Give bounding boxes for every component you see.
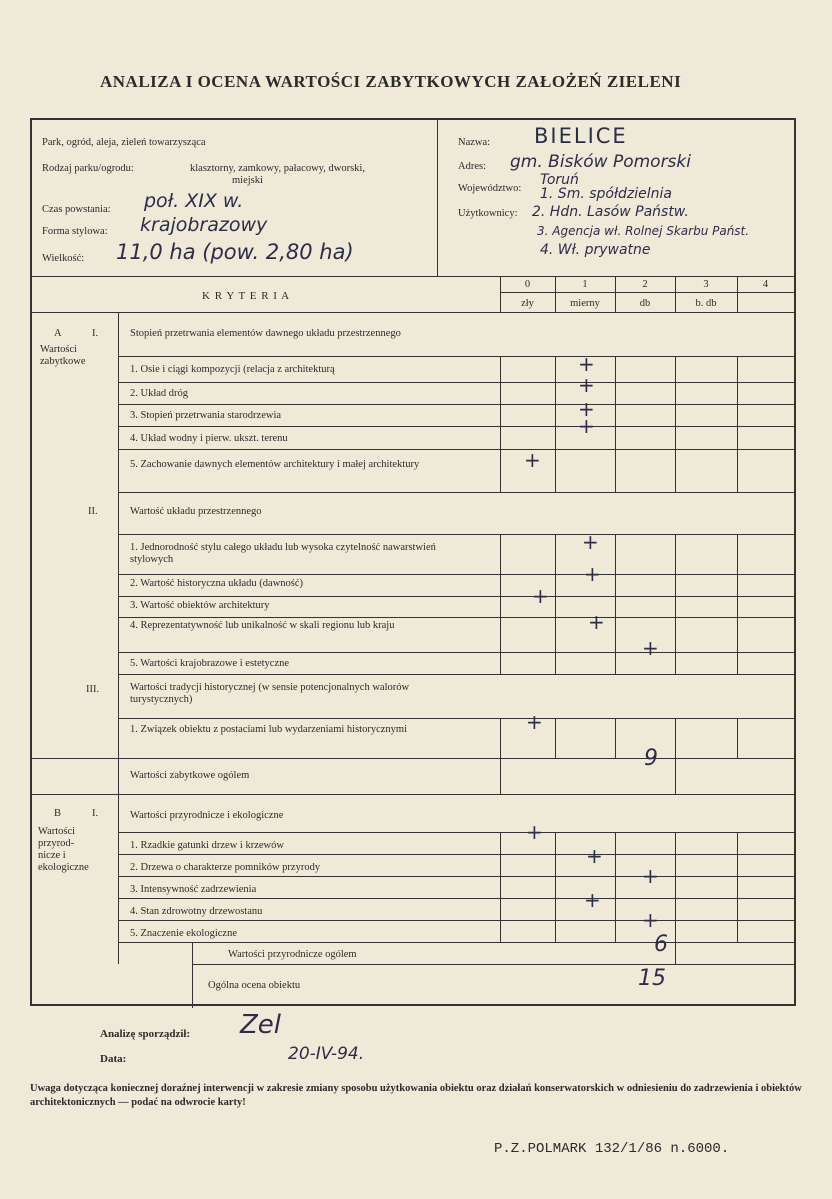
row-b1-4: 4. Stan zdrowotny drzewostanu (130, 906, 263, 917)
row-line (118, 492, 794, 493)
mark-b1-2: + (586, 844, 603, 868)
row-line (118, 617, 794, 618)
grid-line (737, 534, 738, 674)
criteria-sub-divider (500, 292, 794, 293)
grid-line (500, 718, 501, 794)
hw-date: 20-IV-94. (288, 1044, 365, 1064)
hw-user-4: 4. Wł. prywatne (540, 242, 651, 258)
row-b1-3: 3. Intensywność zadrzewienia (130, 884, 257, 895)
row-a3-1: 1. Związek obiektu z postaciami lub wydarzeniami historycznymi (130, 724, 407, 735)
row-line (118, 449, 794, 450)
hw-voivodeship: Toruń (540, 172, 579, 188)
section-b-letter: B (54, 808, 62, 819)
grid-line (615, 718, 616, 758)
section-b-name-1: Wartości (38, 826, 76, 837)
row-a-total: Wartości zabytkowe ogólem (130, 770, 250, 781)
row-line (118, 876, 794, 877)
score-col-line-1-top (555, 276, 556, 312)
mark-a2-1: + (582, 530, 599, 554)
signature: Zel (240, 1010, 282, 1040)
row-line (32, 758, 794, 759)
section-a-ii-roman: II. (88, 506, 98, 517)
row-b1-head: Wartości przyrodnicze i ekologiczne (130, 810, 284, 821)
row-a2-1: 1. Jednorodność stylu całego układu lub wysoka czytelność nawarstwień stylowych (130, 542, 436, 565)
grid-line (737, 356, 738, 492)
evaluation-form (30, 118, 796, 1006)
row-a1-4: 4. Układ wodny i pierw. ukszt. terenu (130, 433, 288, 444)
page-title: ANALIZA I OCENA WARTOŚCI ZABYTKOWYCH ZAŁOŻEŃ ZIELENI (100, 72, 682, 91)
kind-label: Rodzaj parku/ogrodu: (42, 163, 134, 174)
print-code: P.Z.POLMARK 132/1/86 n.6000. (494, 1141, 730, 1157)
mark-a1-5: + (524, 448, 541, 472)
size-label: Wielkość: (42, 253, 85, 264)
score-num-4: 4 (762, 279, 769, 290)
mark-a3-1: + (526, 710, 543, 734)
row-line (192, 964, 794, 965)
grid-line (737, 832, 738, 942)
score-col-line-4-top (737, 276, 738, 312)
grid-line (500, 534, 501, 674)
users-label: Użytkownicy: (458, 208, 518, 219)
name-label: Nazwa: (458, 137, 491, 148)
section-divider (32, 794, 794, 795)
section-b-roman: I. (92, 808, 99, 819)
score-name-2: db (639, 298, 651, 309)
grid-line (675, 718, 676, 794)
section-column-line (118, 312, 119, 964)
grand-total-left-line (192, 942, 193, 1008)
row-line (118, 832, 794, 833)
row-line (118, 652, 794, 653)
row-a2-3: 3. Wartość obiektów architektury (130, 600, 270, 611)
section-b-name-3: nicze i (38, 850, 66, 861)
grid-line (555, 534, 556, 674)
mark-a2-2: + (584, 562, 601, 586)
mark-a2-4: + (588, 610, 605, 634)
mark-a1-3: + (578, 397, 595, 421)
row-line (118, 674, 794, 675)
grid-line (500, 356, 501, 492)
score-col-line-0-top (500, 276, 501, 312)
date-label: Data: (100, 1053, 127, 1065)
grid-line (675, 534, 676, 674)
hw-address: gm. Bisków Pomorski (510, 152, 691, 172)
criteria-divider (32, 312, 794, 313)
mark-a2-5: + (642, 636, 659, 660)
score-num-0: 0 (524, 279, 531, 290)
row-a2-2: 2. Wartość historyczna układu (dawność) (130, 578, 304, 589)
grid-line (615, 534, 616, 674)
a-total-score: 9 (644, 746, 658, 771)
section-a-name-1: Wartości (40, 344, 78, 355)
row-a1-5: 5. Zachowanie dawnych elementów architektury i małej architektury (130, 459, 420, 470)
section-a-name-2: zabytkowe (40, 356, 86, 367)
address-label: Adres: (458, 161, 486, 172)
row-line (118, 596, 794, 597)
note: Uwaga dotycząca koniecznej doraźnej interwencji w zakresie zmiany sposobu użytkowania obiektu oraz działań konserwatorskich w odniesieniu do zadrzewienia i obiektów architektonicznych — podać na odwrocie karty! (30, 1083, 802, 1108)
row-a1-2: 2. Układ dróg (130, 388, 189, 399)
row-a1-head: Stopień przetrwania elementów dawnego układu przestrzennego (130, 328, 401, 339)
kind-options: klasztorny, zamkowy, pałacowy, dworski, (190, 163, 365, 174)
row-line (118, 534, 794, 535)
row-a2-head: Wartość układu przestrzennego (130, 506, 262, 517)
mark-a1-1: + (578, 352, 595, 376)
grand-total-score: 15 (638, 966, 666, 991)
row-line (118, 854, 794, 855)
hw-time: poł. XIX w. (144, 190, 244, 212)
row-b1-5: 5. Znaczenie ekologiczne (130, 928, 237, 939)
score-name-0: zły (521, 298, 534, 309)
row-a2-4: 4. Reprezentatywność lub unikalność w skali regionu lub kraju (130, 620, 395, 631)
grid-line (615, 832, 616, 942)
row-line (118, 356, 794, 357)
hw-size: 11,0 ha (pow. 2,80 ha) (116, 240, 354, 264)
row-b-total: Wartości przyrodnicze ogólem (228, 949, 357, 960)
hw-user-1: 1. Sm. spółdzielnia (540, 186, 672, 202)
row-b1-2: 2. Drzewa o charakterze pomników przyrody (130, 862, 321, 873)
time-label: Czas powstania: (42, 204, 111, 215)
hw-style: krajobrazowy (140, 214, 268, 236)
header-split (437, 120, 438, 276)
score-num-2: 2 (642, 279, 648, 290)
mark-b1-3: + (642, 864, 659, 888)
row-line (118, 574, 794, 575)
row-line (118, 718, 794, 719)
mark-a1-2: + (578, 373, 595, 397)
section-a-roman: I. (92, 328, 99, 339)
row-b1-1: 1. Rzadkie gatunki drzew i krzewów (130, 840, 284, 851)
row-line (118, 426, 794, 427)
hw-user-2: 2. Hdn. Lasów Państw. (532, 204, 689, 220)
grid-line (737, 718, 738, 758)
mark-a2-3: + (532, 584, 549, 608)
score-num-1: 1 (582, 279, 588, 290)
mark-b1-1: + (526, 820, 543, 844)
style-label: Forma stylowa: (42, 226, 108, 237)
type-label: Park, ogród, aleja, zieleń towarzysząca (42, 137, 206, 148)
row-a3-head: Wartości tradycji historycznej (w sensie potencjonalnych walorów turystycznych) (130, 682, 410, 705)
grid-line (675, 832, 676, 942)
row-line (118, 942, 794, 943)
section-a-iii-roman: III. (86, 684, 100, 695)
mark-a1-4: + (578, 414, 595, 438)
score-col-line-3-top (675, 276, 676, 312)
mark-b1-5: + (642, 908, 659, 932)
section-b-name-4: ekologiczne (38, 862, 89, 873)
row-line (118, 382, 794, 383)
row-grand-total: Ogólna ocena obiektu (208, 980, 301, 991)
hw-name: BIELICE (534, 124, 628, 148)
grid-line (675, 356, 676, 492)
grid-line (555, 356, 556, 492)
score-name-1: mierny (570, 298, 600, 309)
grid-line (555, 832, 556, 942)
row-line (118, 898, 794, 899)
grid-line (555, 718, 556, 758)
section-b-name-2: przyrod- (38, 838, 75, 849)
b-total-score: 6 (654, 932, 668, 957)
voivodeship-label: Województwo: (458, 183, 522, 194)
kind-options-2: miejski (232, 175, 263, 186)
header-divider (32, 276, 794, 277)
grid-line (675, 942, 676, 964)
prepared-label: Analizę sporządził: (100, 1028, 191, 1040)
score-name-3: b. db (695, 298, 717, 309)
grid-line (500, 832, 501, 942)
hw-user-3: 3. Agencja wł. Rolnej Skarbu Państ. (537, 224, 750, 238)
row-a2-5: 5. Wartości krajobrazowe i estetyczne (130, 658, 290, 669)
mark-b1-4: + (584, 888, 601, 912)
row-line (118, 404, 794, 405)
score-num-3: 3 (703, 279, 709, 290)
row-line (118, 920, 794, 921)
row-a1-1: 1. Osie i ciągi kompozycji (relacja z architekturą (130, 364, 335, 375)
criteria-label: K R Y T E R I A (202, 290, 291, 302)
score-col-line-2-top (615, 276, 616, 312)
section-a-letter: A (54, 328, 62, 339)
grid-line (615, 356, 616, 492)
row-a1-3: 3. Stopień przetrwania starodrzewia (130, 410, 282, 421)
